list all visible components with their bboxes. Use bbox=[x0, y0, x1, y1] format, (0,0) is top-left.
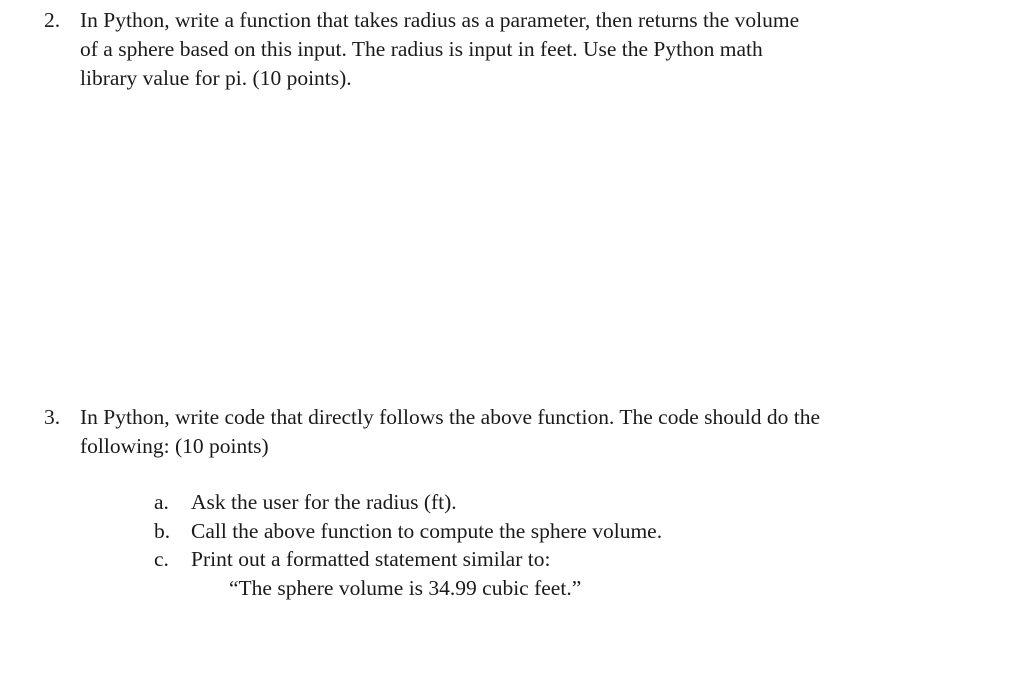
sub-item-text: Ask the user for the radius (ft). bbox=[191, 490, 457, 514]
question-text-line: following: (10 points) bbox=[80, 434, 269, 458]
question-number: 2. bbox=[44, 8, 61, 32]
sub-item-text: Print out a formatted statement similar to: bbox=[191, 547, 551, 571]
sub-item-letter: a. bbox=[154, 490, 169, 514]
question-text-line: In Python, write a function that takes radius as a parameter, then returns the volume bbox=[80, 8, 800, 32]
question-number: 3. bbox=[44, 405, 61, 429]
sub-item-letter: c. bbox=[154, 547, 169, 571]
question-text-line: of a sphere based on this input. The radius is input in feet. Use the Python math bbox=[80, 37, 763, 61]
sub-item-text: Call the above function to compute the sphere volume. bbox=[191, 519, 663, 543]
sub-item-letter: b. bbox=[154, 519, 171, 543]
example-output-quote: “The sphere volume is 34.99 cubic feet.” bbox=[229, 576, 582, 600]
question-text bbox=[80, 6, 980, 93]
question-text-line: In Python, write code that directly follows the above function. The code should do the bbox=[80, 405, 820, 429]
question-text bbox=[80, 403, 980, 461]
question-text-line: library value for pi. (10 points). bbox=[80, 66, 352, 90]
